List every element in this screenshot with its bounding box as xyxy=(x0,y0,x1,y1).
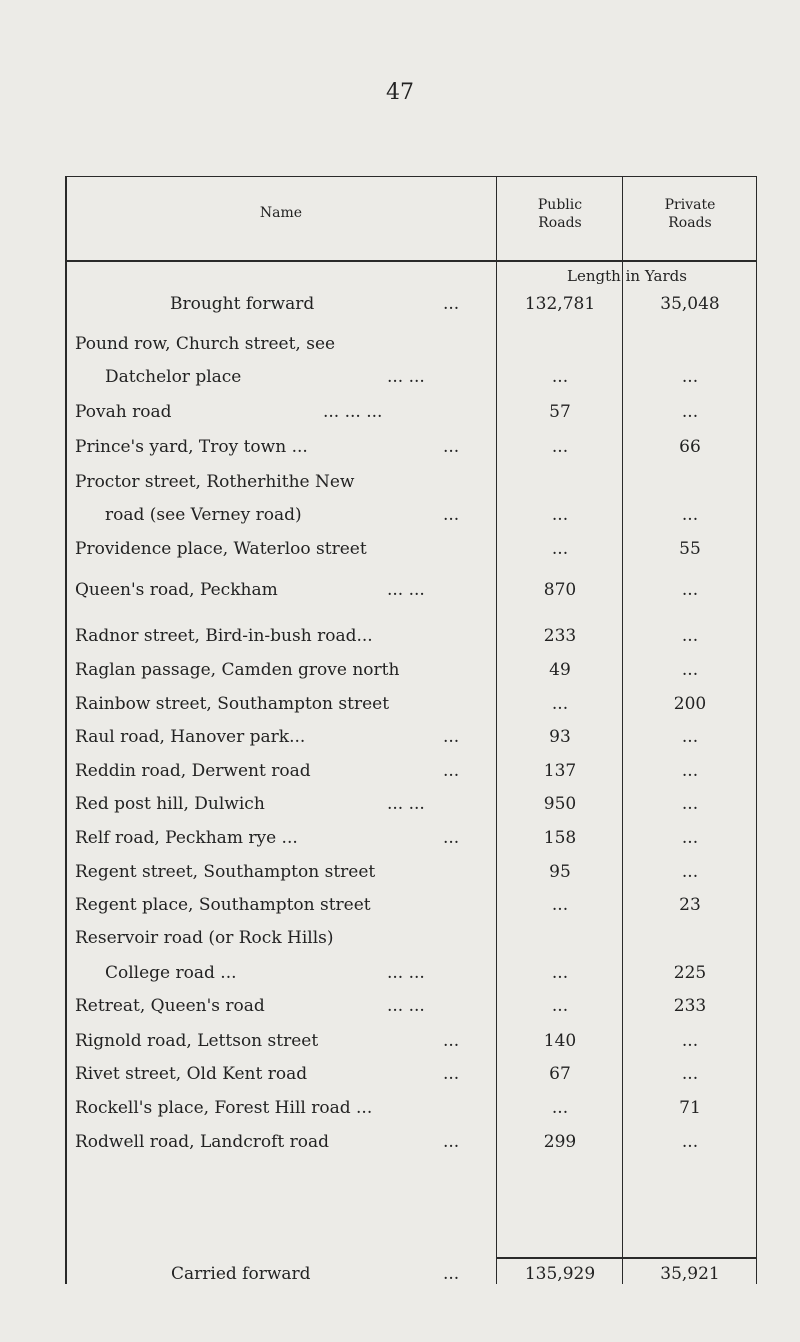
table-row xyxy=(65,963,757,993)
road-name: Regent street, Southampton street xyxy=(75,862,376,882)
private-yards: ... xyxy=(681,580,699,600)
road-name: Reservoir road (or Rock Hills) xyxy=(75,928,334,948)
leader-dots: ... xyxy=(443,505,460,525)
road-name: Reddin road, Derwent road xyxy=(75,761,311,781)
leader-dots: ... xyxy=(443,1264,460,1284)
private-header-line2: Roads xyxy=(668,215,712,231)
header-bottom-rule xyxy=(67,260,757,262)
public-yards: ... xyxy=(551,437,569,457)
road-name: Raglan passage, Camden grove north xyxy=(75,660,400,680)
private-yards: ... xyxy=(681,1031,699,1051)
leader-dots: ... xyxy=(443,761,460,781)
private-yards: ... xyxy=(681,828,699,848)
road-name: Rainbow street, Southampton street xyxy=(75,694,390,714)
table-row xyxy=(65,895,757,925)
private-yards: 71 xyxy=(679,1098,701,1118)
public-header-line2: Roads xyxy=(538,215,582,231)
road-name: Rivet street, Old Kent road xyxy=(75,1064,308,1084)
table-row xyxy=(65,539,757,569)
roads-table xyxy=(65,176,757,1284)
name-column-header xyxy=(65,204,497,222)
road-name: Brought forward xyxy=(170,294,315,314)
public-yards: ... xyxy=(551,694,569,714)
leader-dots: ... xyxy=(443,828,460,848)
unit-label: Length in Yards xyxy=(567,267,687,285)
road-name: College road ... xyxy=(105,963,237,983)
total-rule xyxy=(497,1257,757,1259)
private-yards: 35,048 xyxy=(660,294,720,314)
private-yards: ... xyxy=(681,626,699,646)
name-header-label: Name xyxy=(259,205,303,221)
leader-dots: ... xyxy=(443,727,460,747)
public-yards: 140 xyxy=(543,1031,577,1051)
private-yards: 200 xyxy=(673,694,707,714)
leader-dots: ... xyxy=(443,1064,460,1084)
table-row xyxy=(65,828,757,858)
road-name: Pound row, Church street, see xyxy=(75,334,336,354)
public-yards: ... xyxy=(551,996,569,1016)
road-name: Proctor street, Rotherhithe New xyxy=(75,472,355,492)
public-yards: 299 xyxy=(543,1132,577,1152)
leader-dots: ... ... xyxy=(387,963,425,983)
leader-dots: ... ... xyxy=(387,367,425,387)
table-row xyxy=(65,437,757,467)
public-yards: 233 xyxy=(543,626,577,646)
road-name: Relf road, Peckham rye ... xyxy=(75,828,298,848)
table-row xyxy=(65,727,757,757)
road-name: Radnor street, Bird-in-bush road... xyxy=(75,626,373,646)
table-row xyxy=(65,694,757,724)
private-yards: ... xyxy=(681,727,699,747)
leader-dots: ... ... xyxy=(387,580,425,600)
private-yards: 66 xyxy=(679,437,701,457)
private-yards: ... xyxy=(681,660,699,680)
private-header-line1: Private xyxy=(664,197,716,213)
road-name: Datchelor place xyxy=(105,367,242,387)
leader-dots: ... xyxy=(443,1132,460,1152)
road-name: Queen's road, Peckham xyxy=(75,580,278,600)
public-header-line1: Public xyxy=(537,197,583,213)
private-total: 35,921 xyxy=(660,1264,720,1284)
road-name: Rockell's place, Forest Hill road ... xyxy=(75,1098,373,1118)
table-row xyxy=(65,472,757,502)
public-yards: ... xyxy=(551,1098,569,1118)
road-name: Prince's yard, Troy town ... xyxy=(75,437,308,457)
carried-forward-label: Carried forward xyxy=(171,1264,311,1284)
public-roads-header xyxy=(497,196,623,232)
public-yards: 158 xyxy=(543,828,577,848)
road-name: Raul road, Hanover park... xyxy=(75,727,306,747)
public-yards: 49 xyxy=(549,660,571,680)
road-name: Red post hill, Dulwich xyxy=(75,794,265,814)
road-name: Rodwell road, Landcroft road xyxy=(75,1132,330,1152)
leader-dots: ... ... xyxy=(387,996,425,1016)
public-yards: ... xyxy=(551,539,569,559)
private-yards: ... xyxy=(681,1132,699,1152)
private-yards: ... xyxy=(681,505,699,525)
public-yards: 950 xyxy=(543,794,577,814)
table-row xyxy=(65,996,757,1026)
table-row xyxy=(65,761,757,791)
table-row xyxy=(65,794,757,824)
table-row xyxy=(65,334,757,364)
private-yards: 233 xyxy=(673,996,707,1016)
private-yards: ... xyxy=(681,862,699,882)
private-yards: ... xyxy=(681,794,699,814)
public-yards: ... xyxy=(551,505,569,525)
leader-dots: ... xyxy=(443,437,460,457)
public-yards: 93 xyxy=(549,727,571,747)
private-yards: ... xyxy=(681,761,699,781)
private-yards: ... xyxy=(681,367,699,387)
private-roads-header xyxy=(623,196,757,232)
public-yards: 67 xyxy=(549,1064,571,1084)
table-row xyxy=(65,402,757,432)
leader-dots: ... xyxy=(443,294,460,314)
table-row xyxy=(65,862,757,892)
public-yards: ... xyxy=(551,367,569,387)
table-row xyxy=(65,367,757,397)
table-row xyxy=(65,1132,757,1162)
private-yards: ... xyxy=(681,402,699,422)
public-yards: 870 xyxy=(543,580,577,600)
leader-dots: ... ... xyxy=(387,794,425,814)
table-row xyxy=(65,1098,757,1128)
private-yards: 23 xyxy=(679,895,701,915)
table-row xyxy=(65,580,757,610)
public-yards: ... xyxy=(551,895,569,915)
road-name: Regent place, Southampton street xyxy=(75,895,371,915)
page-number: 47 xyxy=(386,80,414,105)
public-yards: 57 xyxy=(549,402,571,422)
leader-dots: ... xyxy=(443,1031,460,1051)
table-row xyxy=(65,660,757,690)
public-yards: ... xyxy=(551,963,569,983)
table-row xyxy=(65,626,757,656)
road-name: Povah road xyxy=(75,402,172,422)
table-row xyxy=(65,1064,757,1094)
public-total: 135,929 xyxy=(524,1264,596,1284)
table-row xyxy=(65,1031,757,1061)
private-yards: ... xyxy=(681,1064,699,1084)
road-name: Providence place, Waterloo street xyxy=(75,539,367,559)
public-yards: 95 xyxy=(549,862,571,882)
road-name: road (see Verney road) xyxy=(105,505,302,525)
table-row xyxy=(65,505,757,535)
table-top-rule xyxy=(65,176,757,177)
public-yards: 137 xyxy=(543,761,577,781)
private-yards: 225 xyxy=(673,963,707,983)
leader-dots: ... ... ... xyxy=(323,402,383,422)
private-yards: 55 xyxy=(679,539,701,559)
table-row xyxy=(65,928,757,958)
table-row xyxy=(65,294,757,324)
road-name: Rignold road, Lettson street xyxy=(75,1031,319,1051)
public-yards: 132,781 xyxy=(524,294,596,314)
road-name: Retreat, Queen's road xyxy=(75,996,265,1016)
